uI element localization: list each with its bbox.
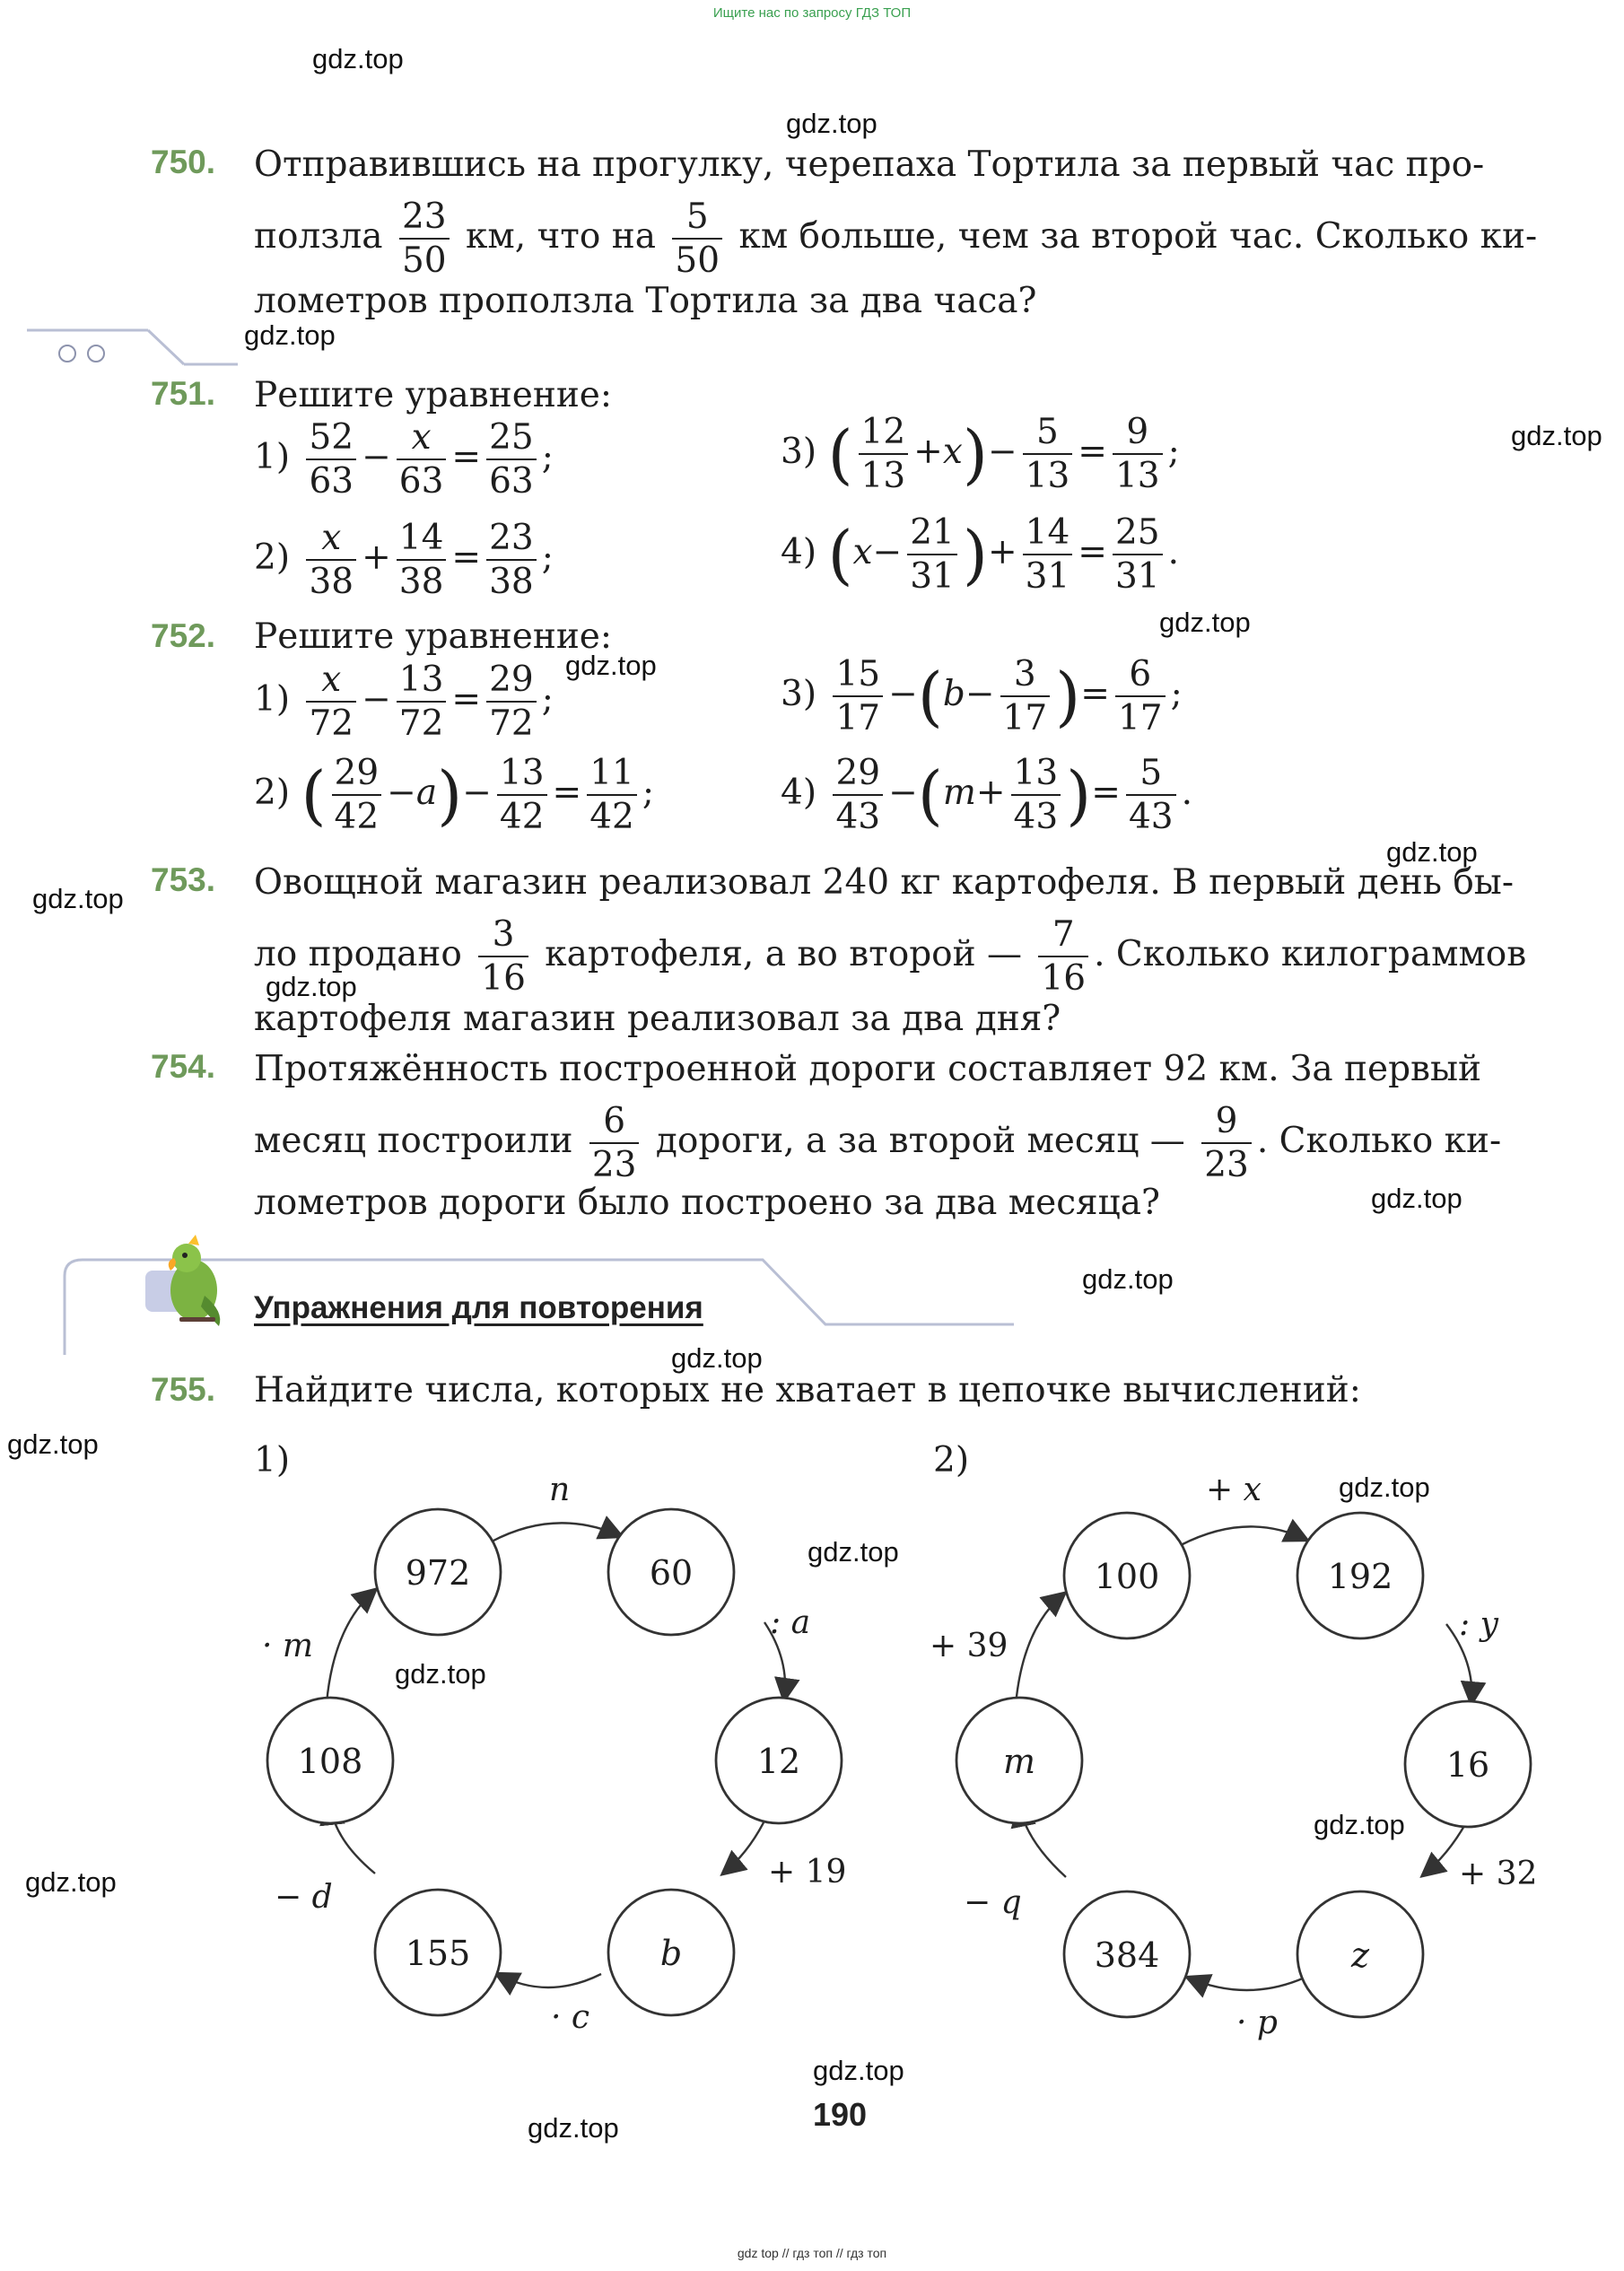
chain1-node-972: 972: [405, 1553, 471, 1593]
problem-number-750: 750.: [151, 144, 216, 180]
chain2-label: 2): [933, 1440, 970, 1481]
watermark: gdz.top: [528, 2112, 619, 2144]
watermark: gdz.top: [244, 319, 336, 351]
chain2-op-39: + 39: [930, 1628, 1008, 1664]
chain1-node-108: 108: [297, 1742, 363, 1781]
chain1-node-60: 60: [649, 1553, 694, 1593]
page-number: 190: [813, 2096, 868, 2133]
chain2-node-192: 192: [1327, 1557, 1393, 1596]
problem-number-755: 755.: [151, 1371, 216, 1408]
p754-line1: Протяжённость построенной дороги составляет 92 км. За первый: [254, 1049, 1482, 1089]
chain1-op-m: · m: [262, 1628, 314, 1664]
equation-751-2: 2) $\frac{x}{38}$ + $\frac{14}{38}$ = $\frac{23}{38}$ ;: [254, 518, 554, 602]
watermark: gdz.top: [671, 1342, 763, 1374]
equation-752-3: 3) $\frac{15}{17}$ −(b− $\frac{3}{17}$ )= $\frac{6}{17}$ ;: [781, 654, 1183, 738]
watermark: gdz.top: [1159, 607, 1251, 638]
chain1-op-a: : a: [770, 1604, 811, 1641]
chain1-op-c: · c: [551, 1999, 590, 2036]
p751-title: Решите уравнение:: [254, 375, 613, 415]
watermark: gdz.top: [266, 971, 357, 1002]
watermark: gdz.top: [1386, 836, 1478, 868]
p755-text: Найдите числа, которых не хватает в цепочке вычислений:: [254, 1370, 1361, 1411]
chain1-label: 1): [254, 1440, 291, 1481]
chain1-node-155: 155: [405, 1934, 471, 1973]
chain2-op-p: · p: [1236, 2005, 1278, 2041]
chain2-op-32: + 32: [1459, 1856, 1538, 1892]
equation-751-1: 1) $\frac{52}{63}$ − $\frac{x}{63}$ = $\frac{25}{63}$ ;: [254, 417, 554, 502]
chain1-op-19: + 19: [768, 1854, 847, 1891]
problem-number-752: 752.: [151, 617, 216, 654]
section-title: Упражнения для повторения: [254, 1290, 703, 1325]
chain2-op-x: + x: [1206, 1472, 1262, 1508]
top-search-note: Ищите нас по запросу ГДЗ ТОП: [712, 5, 912, 21]
problem-number-753: 753.: [151, 861, 216, 898]
watermark: gdz.top: [813, 2055, 904, 2086]
watermark: gdz.top: [1371, 1183, 1462, 1214]
chain2-op-y: : y: [1459, 1606, 1498, 1643]
chain2-node-z: z: [1350, 1935, 1370, 1975]
chain2-node-100: 100: [1094, 1557, 1160, 1596]
chain1-op-n: n: [549, 1472, 571, 1508]
chain1-op-d: − d: [275, 1879, 333, 1916]
chain2-op-q: − q: [964, 1884, 1022, 1921]
equation-752-2: 2) ( $\frac{29}{42}$ −a)− $\frac{13}{42}$ = $\frac{11}{42}$ ;: [254, 753, 655, 837]
problem-number-754: 754.: [151, 1048, 216, 1085]
watermark: gdz.top: [25, 1866, 117, 1898]
watermark: gdz.top: [808, 1536, 899, 1568]
p750-line1: Отправившись на прогулку, черепаха Тортила за первый час про-: [254, 144, 1485, 185]
p753-line1: Овощной магазин реализовал 240 кг картофеля. В первый день бы-: [254, 862, 1515, 903]
watermark: gdz.top: [565, 650, 657, 681]
equation-751-3: 3) ( $\frac{12}{13}$ +x)− $\frac{5}{13}$ = $\frac{9}{13}$ ;: [781, 412, 1180, 496]
watermark: gdz.top: [32, 883, 124, 914]
p752-title: Решите уравнение:: [254, 616, 613, 657]
chain2-node-16: 16: [1445, 1745, 1490, 1785]
equation-752-4: 4) $\frac{29}{43}$ −(m+ $\frac{13}{43}$ )= $\frac{5}{43}$ .: [781, 753, 1192, 837]
chain1-node-b: b: [659, 1934, 683, 1973]
watermark: gdz.top: [1082, 1263, 1174, 1295]
watermark: gdz.top: [786, 108, 877, 139]
p750-line3: лометров проползла Тортила за два часа?: [254, 281, 1037, 321]
fraction: $\frac{23}{50}$: [399, 199, 450, 278]
fraction: $\frac{5}{50}$: [672, 199, 722, 278]
chain2-node-m: m: [1002, 1742, 1036, 1781]
chain2-node-384: 384: [1094, 1935, 1160, 1975]
watermark: gdz.top: [7, 1428, 99, 1460]
p753-line3: картофеля магазин реализовал за два дня?: [254, 999, 1061, 1039]
equation-752-1: 1) $\frac{x}{72}$ − $\frac{13}{72}$ = $\frac{29}{72}$ ;: [254, 659, 554, 744]
equation-751-4: 4) (x− $\frac{21}{31}$ )+ $\frac{14}{31}$ = $\frac{25}{31}$ .: [781, 512, 1180, 597]
problem-number-751: 751.: [151, 375, 216, 412]
p754-line3: лометров дороги было построено за два месяца?: [254, 1183, 1160, 1223]
chain1-node-12: 12: [756, 1742, 801, 1781]
p753-line2: ло продано $\frac{3}{16}$ картофеля, а во второй — $\frac{7}{16}$ . Сколько килограммов: [254, 914, 1527, 999]
watermark: gdz.top: [1511, 420, 1602, 451]
watermark: gdz.top: [1314, 1809, 1405, 1840]
p750-line2: ползла $\frac{23}{50}$ км, что на $\frac{5}{50}$ км больше, чем за второй час. Сколько ки-: [254, 197, 1538, 281]
watermark: gdz.top: [312, 43, 404, 74]
watermark: gdz.top: [1339, 1472, 1430, 1503]
watermark: gdz.top: [395, 1658, 486, 1690]
p754-line2: месяц построили $\frac{6}{23}$ дороги, а за второй месяц — $\frac{9}{23}$ . Сколько ки-: [254, 1101, 1502, 1185]
bottom-note: gdz top // гдз топ // гдз топ: [737, 2246, 887, 2260]
